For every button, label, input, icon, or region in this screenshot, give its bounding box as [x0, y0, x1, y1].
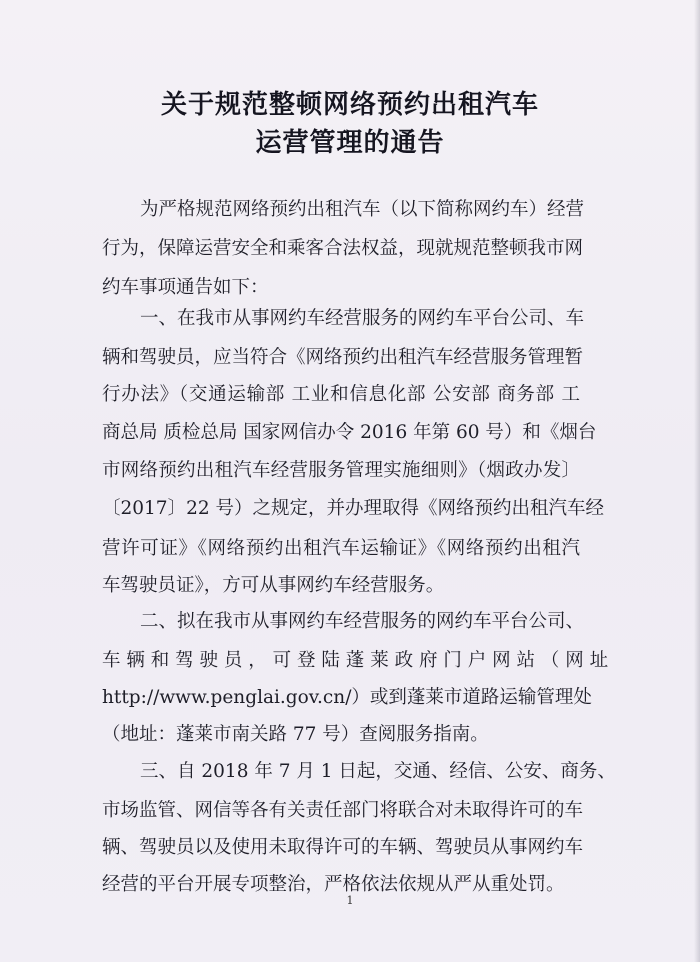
- paragraph-3-line-4: （地址：蓬莱市南关路 77 号）查阅服务指南。: [102, 724, 489, 745]
- paragraph-3-line-1: 二、拟在我市从事网约车经营服务的网约车平台公司、: [140, 611, 585, 632]
- paragraph-2-line-5: 市网络预约出租汽车经营服务管理实施细则》（烟政办发〕: [102, 460, 580, 481]
- paragraph-3-line-3: http://www.penglai.gov.cn/）或到蓬莱市道路运输管理处: [102, 687, 592, 708]
- page-number: 1: [346, 894, 354, 907]
- paragraph-2-line-6: 〔2017〕22 号）之规定，并办理取得《网络预约出租汽车经: [102, 498, 605, 519]
- paragraph-4-line-2: 市场监管、网信等各有关责任部门将联合对未取得许可的车: [102, 800, 584, 821]
- paragraph-1-line-3: 约车事项通告如下：: [102, 277, 269, 298]
- paragraph-2-line-4: 商总局 质检总局 国家网信办令 2016 年第 60 号）和《烟台: [102, 422, 597, 443]
- paragraph-2-line-7: 营许可证》《网络预约出租汽车运输证》《网络预约出租汽: [102, 538, 580, 559]
- paragraph-1-line-1: 为严格规范网络预约出租汽车（以下简称网约车）经营: [140, 199, 585, 220]
- paragraph-1-line-2: 行为，保障运营安全和乘客合法权益，现就规范整顿我市网: [102, 238, 584, 259]
- paragraph-3-line-2: 车 辆 和 驾 驶 员 ， 可 登 陆 蓬 莱 政 府 门 户 网 站 （ 网 址: [102, 650, 609, 671]
- document-title-line-1: 关于规范整顿网络预约出租汽车: [160, 90, 539, 120]
- paragraph-2-line-8: 车驾驶员证》，方可从事网约车经营服务。: [102, 575, 445, 596]
- paragraph-2-line-1: 一、在我市从事网约车经营服务的网约车平台公司、车: [140, 308, 585, 329]
- paragraph-2-line-2: 辆和驾驶员，应当符合《网络预约出租汽车经营服务管理暂: [102, 347, 584, 368]
- document-title-line-2: 运营管理的通告: [255, 128, 445, 158]
- paragraph-4-line-1: 三、自 2018 年 7 月 1 日起，交通、经信、公安、商务、: [140, 761, 616, 782]
- paragraph-2-line-3: 行办法》（交通运输部 工业和信息化部 公安部 商务部 工: [102, 384, 580, 405]
- paragraph-4-line-4: 经营的平台开展专项整治，严格依法依规从严从重处罚。: [102, 874, 565, 895]
- paragraph-4-line-3: 辆、驾驶员以及使用未取得许可的车辆、驾驶员从事网约车: [102, 837, 584, 858]
